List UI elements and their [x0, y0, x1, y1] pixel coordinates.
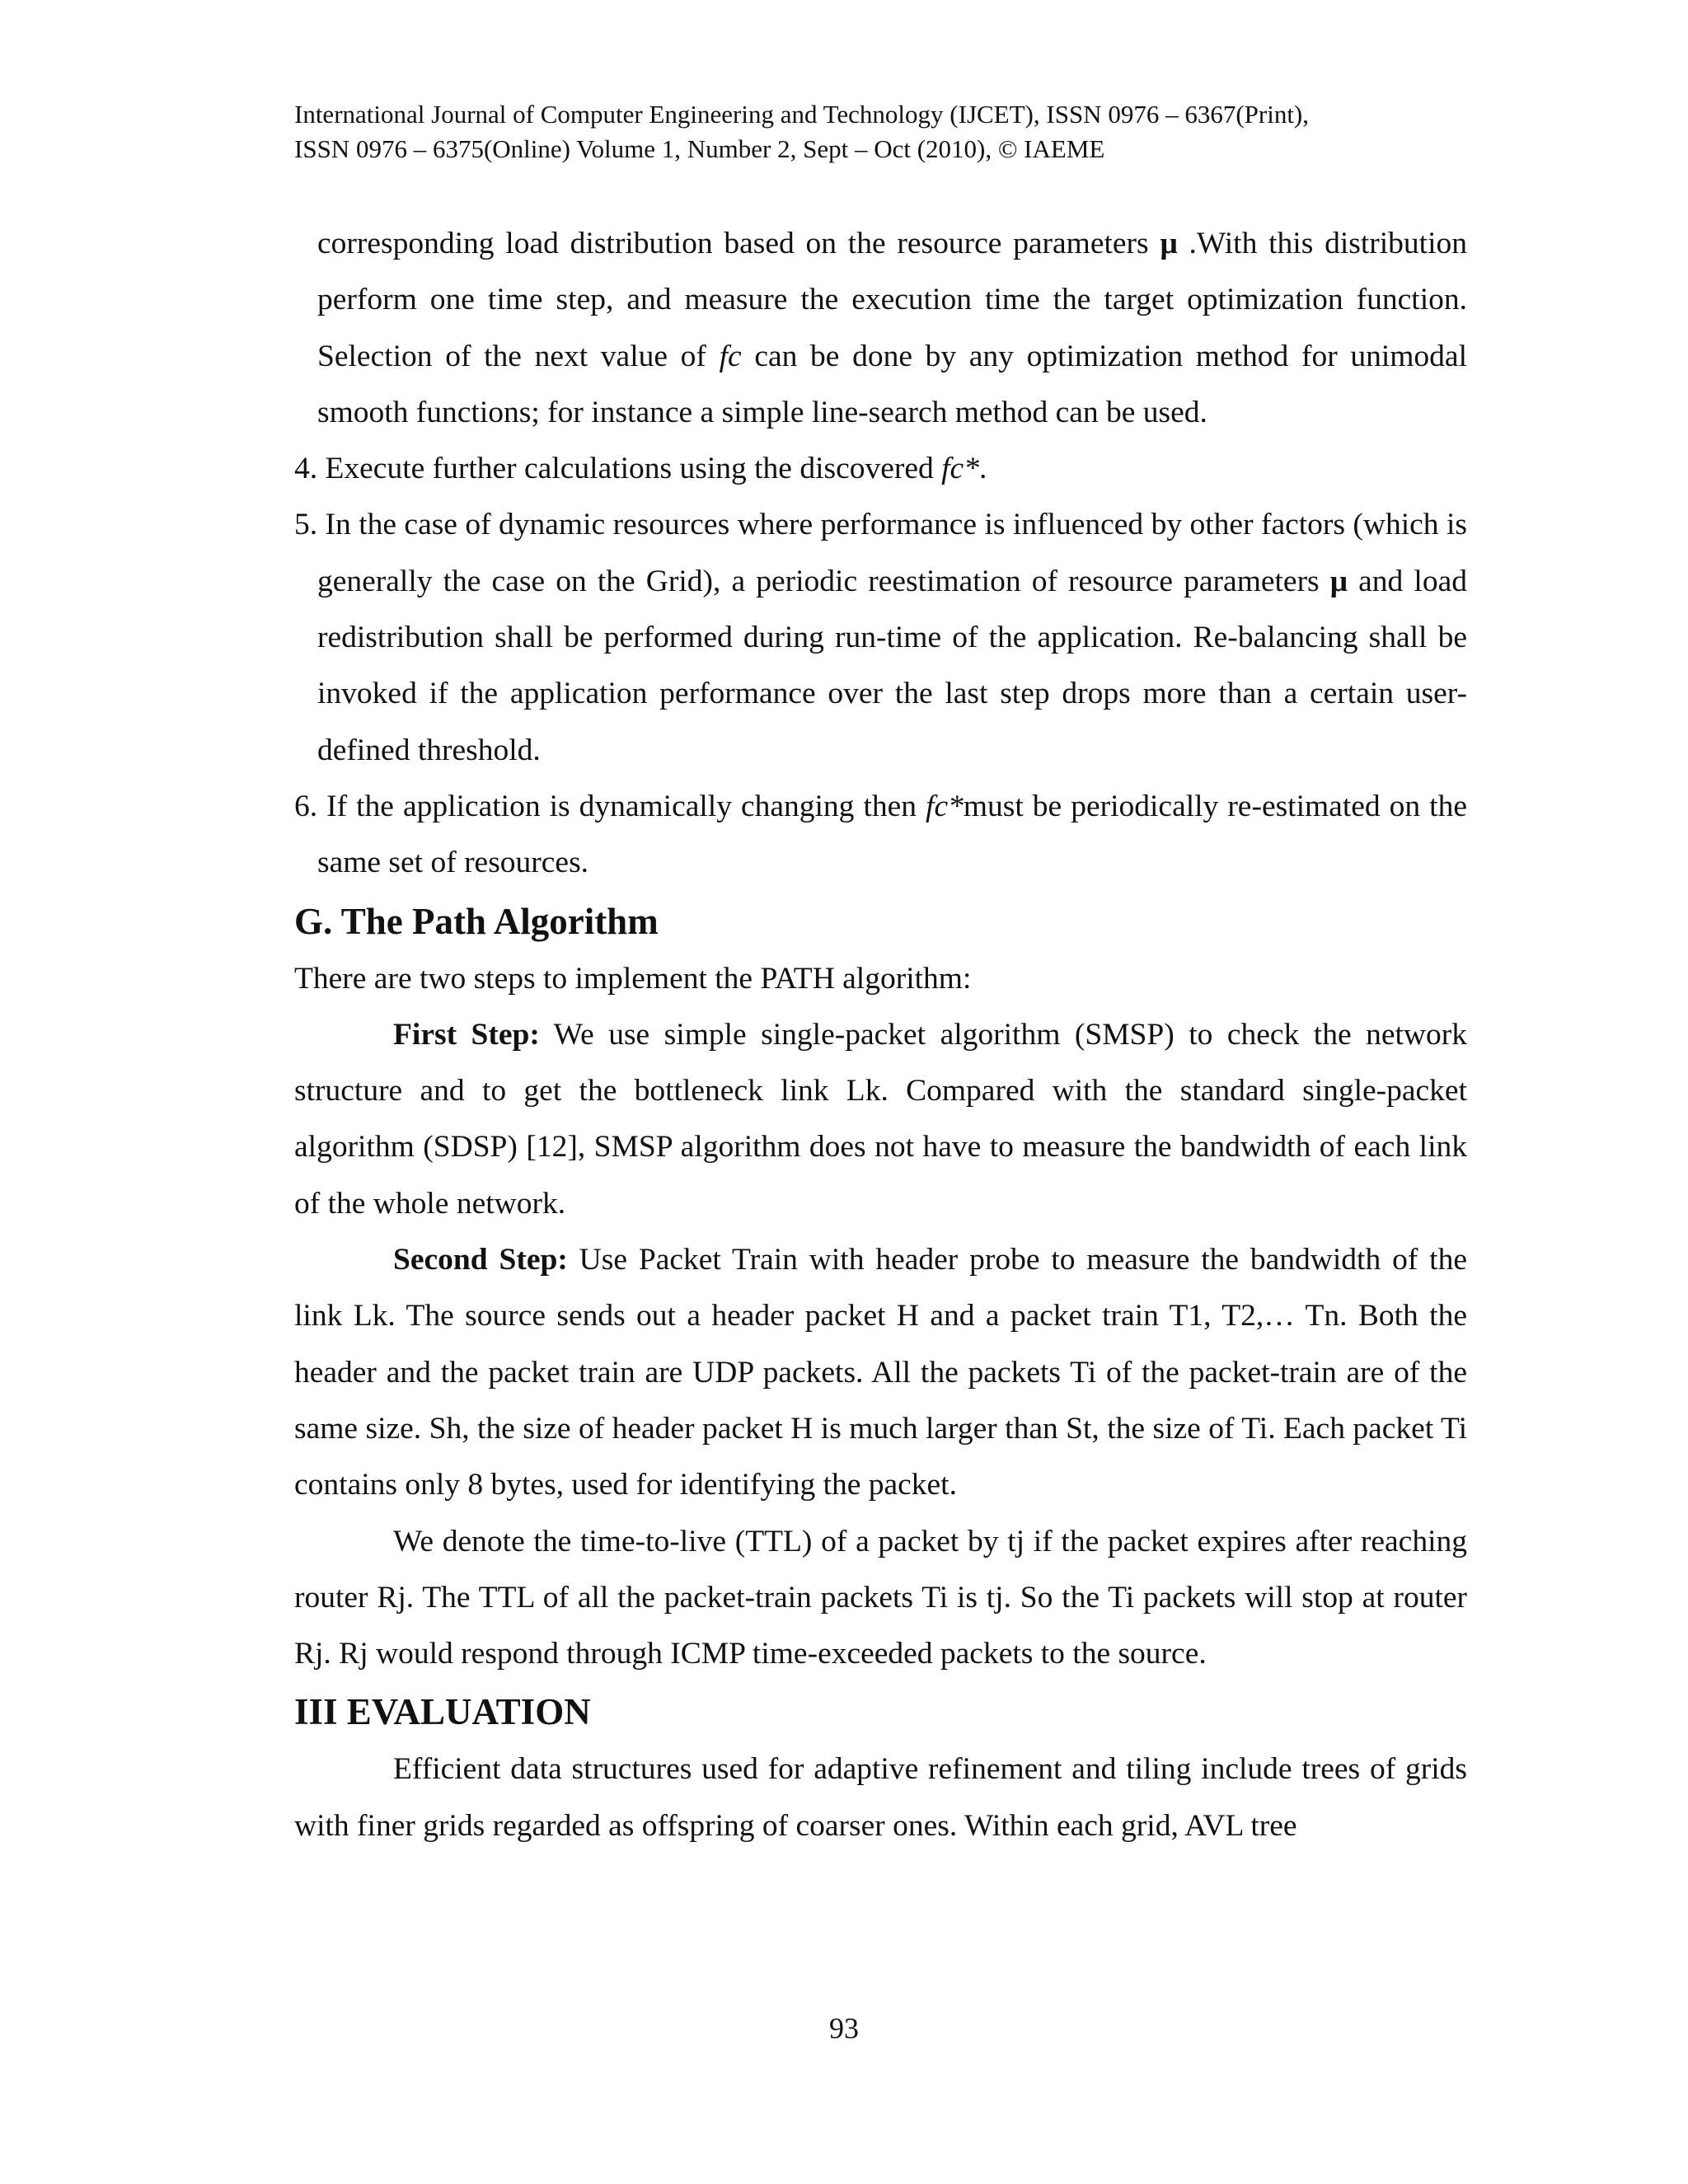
fc-star-variable: fc* [926, 789, 964, 823]
mu-symbol: μ [1160, 227, 1178, 260]
journal-header [294, 97, 1465, 166]
fc-star-variable: fc* [941, 452, 979, 486]
first-step-paragraph: First Step: We use simple single-packet algorithm (SMSP) to check the network structure and to get the bottleneck link Lk. Compared with the standard single-packet algorithm (SDSP) [12], SMSP algorithm does not have to measure the bandwidth of each link of the whole network. [294, 1017, 1467, 1221]
list-item-5: 5. In the case of dynamic resources where performance is influenced by other factors (which is generally the case on the Grid), a periodic reestimation of resource parameters μ and load redistribution shall be performed during run-time of the application. Re-balancing shall be invoked if the application performance over the last step drops more than a certain user-defined threshold. [294, 508, 1467, 767]
second-step-paragraph: Second Step: Use Packet Train with header probe to measure the bandwidth of the link Lk. The source sends out a header packet H and a packet train T1, T2,… Tn. Both the header and the packet train are UDP packets. All the packets Ti of the packet-train are of the same size. Sh, the size of header packet H is much larger than St, the size of Ti. Each packet Ti contains only 8 bytes, used for identifying the packet. [294, 1243, 1467, 1502]
page-number: 93 [829, 2012, 859, 2045]
second-step-label: Second Step: [393, 1243, 568, 1277]
journal-header-line-2: ISSN 0976 – 6375(Online) Volume 1, Number 2, Sept – Oct (2010), © IAEME [294, 134, 1105, 163]
path-algorithm-intro: There are two steps to implement the PATH algorithm: [294, 961, 972, 996]
section-heading-evaluation: III EVALUATION [294, 1691, 591, 1733]
list-item-6: 6. If the application is dynamically changing then fc*must be periodically re-estimated on the same set of resources. [294, 789, 1467, 880]
section-heading-path-algorithm: G. The Path Algorithm [294, 900, 659, 942]
list-item-3-continuation: corresponding load distribution based on the resource parameters μ .With this distribution perform one time step, and measure the execution time the target optimization function. Selection of the next value of fc can be done by any optimization method for unimodal smooth functions; for instance a simple line-search method can be used. [317, 227, 1467, 429]
fc-variable: fc [719, 339, 742, 373]
mu-symbol: μ [1329, 564, 1348, 598]
journal-header-line-1: International Journal of Computer Engineering and Technology (IJCET), ISSN 0976 – 6367(Print), [294, 100, 1310, 129]
page-body [294, 216, 1467, 1854]
ttl-paragraph: We denote the time-to-live (TTL) of a packet by tj if the packet expires after reaching router Rj. The TTL of all the packet-train packets Ti is tj. So the Ti packets will stop at router Rj. Rj would respond through ICMP time-exceeded packets to the source. [294, 1524, 1467, 1671]
list-item-4: 4. Execute further calculations using the discovered fc*. [294, 452, 987, 486]
evaluation-paragraph: Efficient data structures used for adaptive refinement and tiling include trees of grids with finer grids regarded as offspring of coarser ones. Within each grid, AVL tree [294, 1752, 1467, 1843]
first-step-label: First Step: [393, 1017, 540, 1052]
